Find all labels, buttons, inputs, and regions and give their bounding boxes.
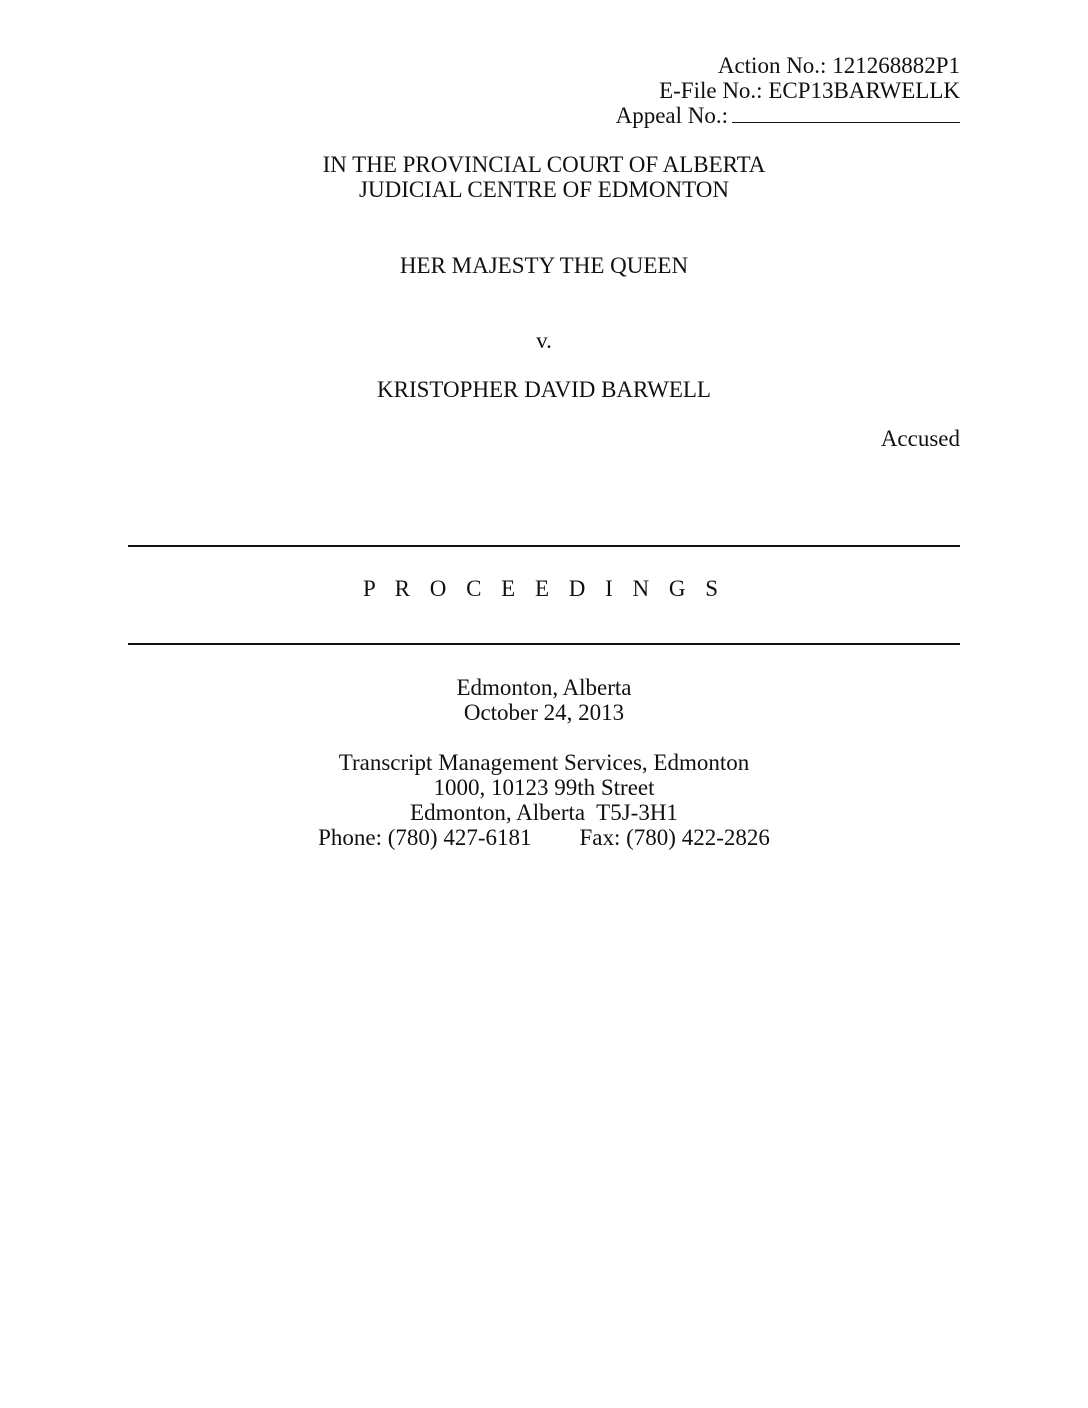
appeal-number-label: Appeal No.: [615, 103, 728, 128]
proceedings-title: P R O C E E D I N G S [362, 576, 726, 601]
court-heading [128, 152, 960, 202]
accused-role: Accused [880, 426, 960, 451]
efile-number-value: ECP13BARWELLK [768, 78, 960, 103]
service-address-line1: 1000, 10123 99th Street [433, 775, 655, 800]
service-address-line2: Edmonton, Alberta T5J-3H1 [410, 800, 678, 825]
file-info [616, 53, 960, 128]
top-divider [128, 545, 960, 547]
service-contact-row [128, 825, 960, 850]
transcript-service [128, 750, 960, 850]
judicial-centre: JUDICIAL CENTRE OF EDMONTON [359, 177, 729, 202]
appeal-number-line [616, 103, 960, 128]
accused-name: KRISTOPHER DAVID BARWELL [377, 377, 711, 402]
service-phone: Phone: (780) 427-6181 [318, 825, 532, 850]
crown-party: HER MAJESTY THE QUEEN [399, 253, 689, 278]
bottom-divider [128, 643, 960, 645]
appeal-number-blank [732, 104, 960, 123]
hearing-city: Edmonton, Alberta [456, 675, 632, 700]
service-name: Transcript Management Services, Edmonton [338, 750, 750, 775]
service-fax: Fax: (780) 422-2826 [579, 825, 770, 850]
hearing-date: October 24, 2013 [463, 700, 625, 725]
action-number-value: 121268882P1 [832, 53, 960, 78]
court-name: IN THE PROVINCIAL COURT OF ALBERTA [322, 152, 766, 177]
versus-label: v. [536, 328, 552, 353]
hearing-location [128, 675, 960, 725]
efile-number-line [616, 78, 960, 103]
action-number-line [616, 53, 960, 78]
efile-number-label: E-File No.: [659, 78, 763, 103]
action-number-label: Action No.: [717, 53, 827, 78]
